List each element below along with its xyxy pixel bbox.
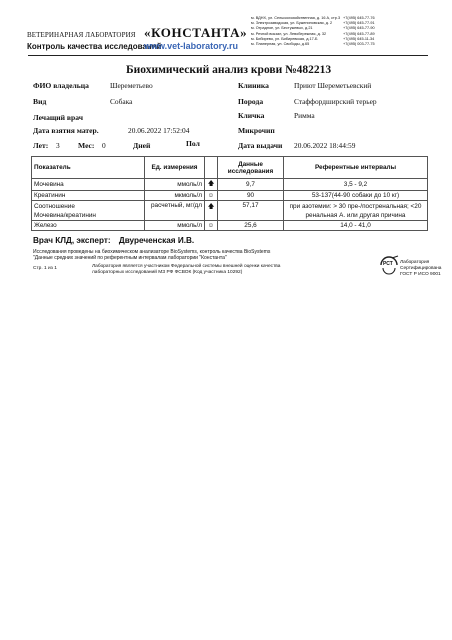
reference-interval [284, 201, 428, 221]
unit: ммоль/л [145, 179, 205, 191]
species-label: Вид [33, 97, 47, 106]
unit: мкмоль/л [145, 191, 205, 201]
address-item: м. Планерная, ул. Свободы, д.65 [251, 42, 310, 47]
cert-line: ГОСТ Р ИСО 9001 [400, 271, 441, 277]
phone-item: +7(495) 645-11-34 [343, 36, 375, 41]
breed-value: Стаффордширский терьер [294, 97, 377, 106]
header-divider [28, 55, 428, 56]
microchip-label: Микрочип [238, 126, 275, 135]
indicator-name-line: Соотношение [34, 202, 75, 210]
indicator-name: Креатинин [32, 191, 145, 201]
owner-value: Шереметьево [110, 81, 153, 90]
cert-line: Лаборатория [400, 260, 430, 265]
clinic-value: Приют Шереметьевский [294, 81, 372, 90]
indicator-name-line: Мочевина/креатинин [34, 211, 96, 219]
participation-note [92, 264, 280, 276]
results-table [31, 156, 428, 231]
table-row [32, 179, 428, 191]
table-row [32, 191, 428, 201]
clinic-label: Клиника [238, 81, 269, 90]
reference-line: ренальная А. или другая причина [305, 211, 406, 219]
participation-line: Лаборатория является участником Федеральной системы внешней оценки качества [92, 264, 281, 269]
lab-name: ВЕТЕРИНАРНАЯ ЛАБОРАТОРИЯ [27, 31, 136, 39]
arrow-up-icon: 🡅 [205, 179, 218, 191]
col-header-unit: Ед. измерения [145, 157, 205, 179]
lab-brand: «КОНСТАНТА» [144, 25, 248, 40]
nickname-label: Кличка [238, 111, 265, 120]
address-item: м. ВДНХ, ул. Сельскохозяйственная, д. 16 А, стр.3 [251, 16, 341, 20]
report-title: Биохимический анализ крови №482213 [126, 64, 332, 76]
phone-list [343, 16, 375, 47]
issue-date-label: Дата выдачи [238, 141, 283, 150]
certification-text [400, 260, 441, 277]
unit: ммоль/л [145, 221, 205, 231]
lab-subtitle: Контроль качества исследований [27, 42, 162, 51]
col-header-flag [205, 157, 218, 179]
smiley-icon: ☺ [205, 221, 218, 231]
page-number: Стр. 1 из 1 [33, 266, 57, 271]
reference-interval: 53-137(44-90 собаки до 10 кг) [284, 191, 428, 201]
years-value: 3 [56, 141, 60, 150]
col-header-value: Данные исследования [218, 157, 284, 179]
cert-line: Сертифицирована [400, 265, 442, 271]
lab-url[interactable]: www.vet-laboratory.ru [144, 41, 239, 51]
reference-line: при азотемии: > 30 пре-/постренальная; <20 [289, 202, 422, 210]
days-label: Дней [133, 141, 151, 150]
reference-interval: 14,0 - 41,0 [284, 221, 428, 231]
table-header-row [32, 157, 428, 179]
smiley-icon: ☺ [205, 191, 218, 201]
arrow-up-icon: 🡅 [205, 201, 218, 221]
issue-date-value: 20.06.2022 18:44:59 [294, 141, 356, 150]
col-header-indicator: Показатель [32, 157, 145, 179]
nickname-value: Римма [294, 111, 315, 120]
address-item: м. Бибирево, ул. Бибиревская, д.17-Б [251, 36, 318, 41]
reference-interval: 3,5 - 9,2 [284, 179, 428, 191]
breed-label: Порода [238, 97, 264, 106]
address-item: м. Отрадное, ул. Бестужевых, д.21 [251, 26, 313, 31]
sample-date-value: 20.06.2022 17:52:04 [128, 126, 190, 135]
months-value: 0 [102, 141, 106, 150]
owner-label: ФИО владельца [33, 81, 89, 90]
analyzer-note: Исследования проведены на биохимическом анализаторе BioSystems, контроль качества BioSystems [33, 249, 271, 255]
years-label: Лет: [33, 141, 49, 150]
months-label: Мес: [78, 141, 95, 150]
address-item: м. Речной вокзал, ул. Левобережная, д. 32 [251, 31, 327, 36]
certification-logo-icon [378, 255, 400, 280]
signature-name: Двуреченская И.В. [118, 236, 195, 245]
table-row [32, 221, 428, 231]
address-item: м. Электрозаводская, ул. Бужениновская, д. 2 [251, 21, 333, 26]
address-list [251, 16, 340, 47]
doctor-label: Лечащий врач [33, 113, 84, 122]
phone-item: +7(495) 645-77-76 [343, 16, 375, 20]
indicator-name: Мочевина [32, 179, 145, 191]
phone-item: +7(495) 645-77-91 [343, 21, 375, 26]
phone-item: +7(495) 645-77-89 [343, 31, 375, 36]
species-value: Собака [110, 97, 133, 106]
phone-item: +7(495) 003-77-75 [343, 42, 375, 47]
sample-date-label: Дата взятия матер. [33, 126, 99, 135]
reference-note: "Данные средних значений по референтным интервалам лаборатории "Константа" [33, 255, 227, 261]
table-row [32, 201, 428, 221]
indicator-name [32, 201, 145, 221]
signature [33, 236, 194, 245]
result-value: 57,17 [218, 201, 284, 221]
indicator-name: Железо [32, 221, 145, 231]
participation-line: лабораторных исследований МЗ РФ ФСВОК (Код участника 10292) [92, 269, 243, 275]
result-value: 9,7 [218, 179, 284, 191]
phone-item: +7(495) 645-77-90 [343, 26, 375, 31]
result-value: 25,6 [218, 221, 284, 231]
col-header-reference: Референтные интервалы [284, 157, 428, 179]
signature-title: Врач КЛД, эксперт: [33, 236, 111, 245]
rst-logo-text: РСТ [383, 261, 393, 267]
unit: расчетный, мг/дл [145, 201, 205, 221]
sex-label: Пол [186, 139, 200, 148]
result-value: 90 [218, 191, 284, 201]
